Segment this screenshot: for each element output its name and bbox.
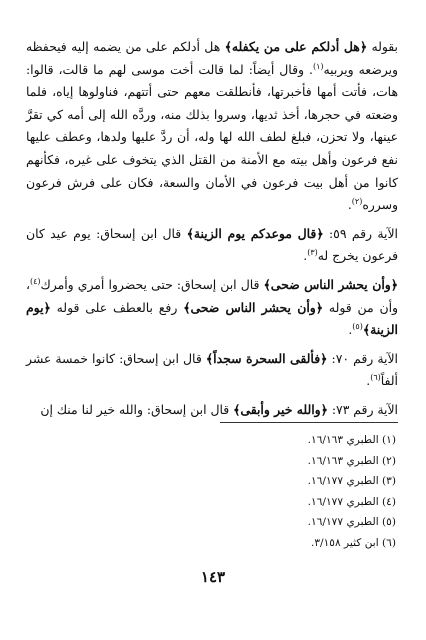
text-run: ، وأن من قوله <box>26 276 399 315</box>
paragraph <box>26 399 398 422</box>
footnote-marker: (٥) <box>352 322 363 331</box>
paragraph <box>26 36 398 217</box>
paragraph <box>26 348 398 393</box>
text-run: . <box>366 373 371 389</box>
footnote-item: (١) الطبري ١٦/١٦٣. <box>307 434 396 446</box>
quran-quote: ﴿يوم الزينة﴾ <box>26 299 398 338</box>
text-run: . <box>347 197 352 213</box>
text-run: رفع بالعطف على قوله <box>50 299 184 315</box>
paragraph <box>26 223 398 268</box>
text-run: . وقال أيضاً: لما قالت أخت موسى لهم ما قالت، قالوا: هات، فأتت أمها فأخبرتها، فأنطلقت معهم حتى أتتهم، فناولوها إياه، فلما وضعته في حجرها، أخذ ثديها، وسروا بذلك منه، وردَّه الله إلى أمه كي تقرَّ عينها، ولا تحزن، فبلغ لطف الله لها وله، أن ردَّ عليها ولدها، وعطف عليها نفع فرعون وأهل بيته مع الأمنة من القتل الذي يتخوف على غيره، فكأنهم كانوا من أهل بيت فرعون في الأمان والسعة، فكان على فرش فرعون وسرره <box>26 61 398 213</box>
quran-quote: ﴿والله خير وأبقى﴾ <box>233 401 328 417</box>
quran-quote: ﴿وأن يحشر الناس ضحى﴾ <box>263 276 399 292</box>
text-run: بقوله <box>367 39 398 54</box>
footnote-item: (٦) ابن كثير ٣/١٥٨. <box>310 536 396 549</box>
quran-quote: ﴿فألقى السحرة سجداً﴾ <box>205 350 328 366</box>
main-text <box>26 36 398 422</box>
quran-quote: ﴿قال موعدكم يوم الزينة﴾ <box>186 225 324 241</box>
footnotes-list <box>60 430 396 554</box>
footnote-marker: (٦) <box>370 373 381 383</box>
paragraph <box>26 274 398 342</box>
footnote-item: (٣) الطبري ١٦/١٧٧. <box>307 475 396 488</box>
footnote-marker: (١) <box>312 61 324 71</box>
footnote-marker: (٢) <box>351 197 363 207</box>
footnote-marker: (٤) <box>30 276 41 286</box>
text-run: قال ابن إسحاق: والله خير لنا منك إن <box>40 401 234 417</box>
text-run: . <box>348 322 353 338</box>
footnote-item: (٥) الطبري ١٦/١٧٧. <box>307 516 396 529</box>
text-run: الآية رقم ٧٣: <box>327 401 398 417</box>
text-run: الآية رقم ٧٠: <box>327 350 398 366</box>
text-run: قال ابن إسحاق: حتى يحضروا أمري وأمرك <box>40 276 264 292</box>
text-run: قال ابن إسحاق: كانوا خمسة عشر ألفاً <box>26 350 398 389</box>
text-run: هل أدلكم على من يضمه إليه فيحفظه ويرضعه ويربيه <box>26 39 399 77</box>
footnote-item: (٤) الطبري ١٦/١٧٧. <box>307 495 396 508</box>
quran-quote: ﴿وأن يحشر الناس ضحى﴾ <box>183 299 324 315</box>
footnote-item: (٢) الطبري ١٦/١٦٣. <box>307 454 396 467</box>
text-run: . <box>303 248 308 264</box>
footnote-marker: (٣) <box>307 248 318 258</box>
text-run: قال ابن إسحاق: يوم عيد كان فرعون يخرج له <box>26 225 398 264</box>
page-number: ١٤٣ <box>200 568 226 586</box>
quran-quote: ﴿هل أدلكم على من يكفله﴾ <box>224 39 368 54</box>
text-run: الآية رقم ٥٩: <box>323 225 398 241</box>
footnote-divider <box>220 422 398 423</box>
